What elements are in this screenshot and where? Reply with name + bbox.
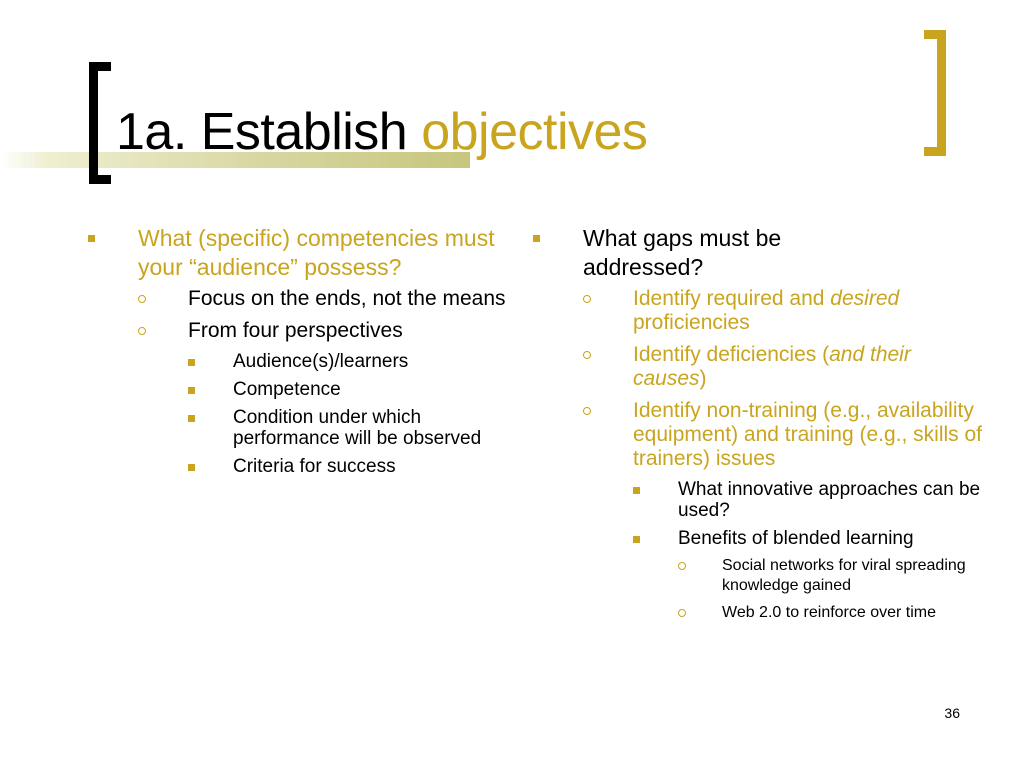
square-bullet-icon bbox=[633, 487, 640, 494]
right-subpoint-issues-text: Identify non-training (e.g., availability equipment) and training (e.g., skills of trainers) issues bbox=[633, 399, 983, 470]
left-main-point bbox=[88, 224, 508, 282]
slide-title bbox=[116, 102, 647, 162]
blended-learning-list bbox=[633, 556, 983, 623]
perspective-text: Criteria for success bbox=[233, 456, 396, 477]
perspective-item bbox=[188, 351, 508, 372]
right-bracket-decoration bbox=[924, 30, 946, 156]
perspective-item bbox=[188, 407, 508, 449]
blended-item bbox=[678, 603, 983, 623]
approach-item bbox=[633, 479, 983, 521]
ring-bullet-icon bbox=[678, 562, 686, 570]
slide-title-accent: objectives bbox=[421, 103, 648, 161]
perspective-text: Competence bbox=[233, 379, 341, 400]
blended-text: Social networks for viral spreading knowledge gained bbox=[722, 557, 966, 594]
right-subpoints bbox=[533, 287, 983, 623]
left-subpoints bbox=[88, 287, 508, 477]
left-subpoint-ends-text: Focus on the ends, not the means bbox=[188, 287, 506, 310]
blended-text: Web 2.0 to reinforce over time bbox=[722, 604, 937, 621]
right-main-point bbox=[533, 224, 883, 282]
right-subpoint-deficiencies-end: ) bbox=[699, 367, 707, 390]
perspective-text: Audience(s)/learners bbox=[233, 351, 409, 372]
perspective-text: Condition under which performance will be observed bbox=[233, 407, 482, 449]
square-bullet-icon bbox=[533, 235, 540, 242]
right-subpoint-deficiencies bbox=[583, 343, 983, 391]
square-bullet-icon bbox=[188, 387, 195, 394]
ring-bullet-icon bbox=[583, 407, 591, 415]
right-subpoint-deficiencies-italic: and their causes bbox=[633, 343, 911, 390]
ring-bullet-icon bbox=[138, 327, 146, 335]
perspectives-list bbox=[138, 351, 508, 477]
right-subpoint-issues bbox=[583, 399, 983, 471]
ring-bullet-icon bbox=[678, 609, 686, 617]
approach-text: What innovative approaches can be used? bbox=[678, 479, 981, 521]
left-subpoint-perspectives bbox=[138, 319, 508, 343]
right-column bbox=[533, 224, 983, 630]
right-subpoint-proficiencies-text: Identify required and bbox=[633, 287, 831, 310]
approach-text: Benefits of blended learning bbox=[678, 528, 914, 549]
right-subpoint-proficiencies bbox=[583, 287, 983, 335]
right-subpoint-proficiencies-italic: desired bbox=[830, 287, 900, 310]
ring-bullet-icon bbox=[138, 295, 146, 303]
square-bullet-icon bbox=[188, 415, 195, 422]
left-main-text: What (specific) competencies must your “audience” possess? bbox=[138, 225, 495, 280]
slide-number: 36 bbox=[944, 705, 960, 721]
approaches-list bbox=[583, 479, 983, 623]
slide-title-prefix: 1a. Establish bbox=[116, 103, 422, 161]
ring-bullet-icon bbox=[583, 295, 591, 303]
perspective-item bbox=[188, 456, 508, 477]
approach-item bbox=[633, 528, 983, 549]
square-bullet-icon bbox=[188, 464, 195, 471]
square-bullet-icon bbox=[633, 536, 640, 543]
blended-item bbox=[678, 556, 983, 596]
left-subpoint-ends bbox=[138, 287, 508, 311]
perspective-item bbox=[188, 379, 508, 400]
left-column bbox=[88, 224, 508, 484]
square-bullet-icon bbox=[88, 235, 95, 242]
left-bracket-decoration bbox=[89, 62, 111, 184]
right-subpoint-proficiencies-end: proficiencies bbox=[633, 311, 750, 334]
left-subpoint-perspectives-text: From four perspectives bbox=[188, 319, 403, 342]
right-main-text: What gaps must be addressed? bbox=[583, 225, 782, 280]
right-subpoint-deficiencies-text: Identify deficiencies ( bbox=[633, 343, 830, 366]
ring-bullet-icon bbox=[583, 351, 591, 359]
square-bullet-icon bbox=[188, 359, 195, 366]
